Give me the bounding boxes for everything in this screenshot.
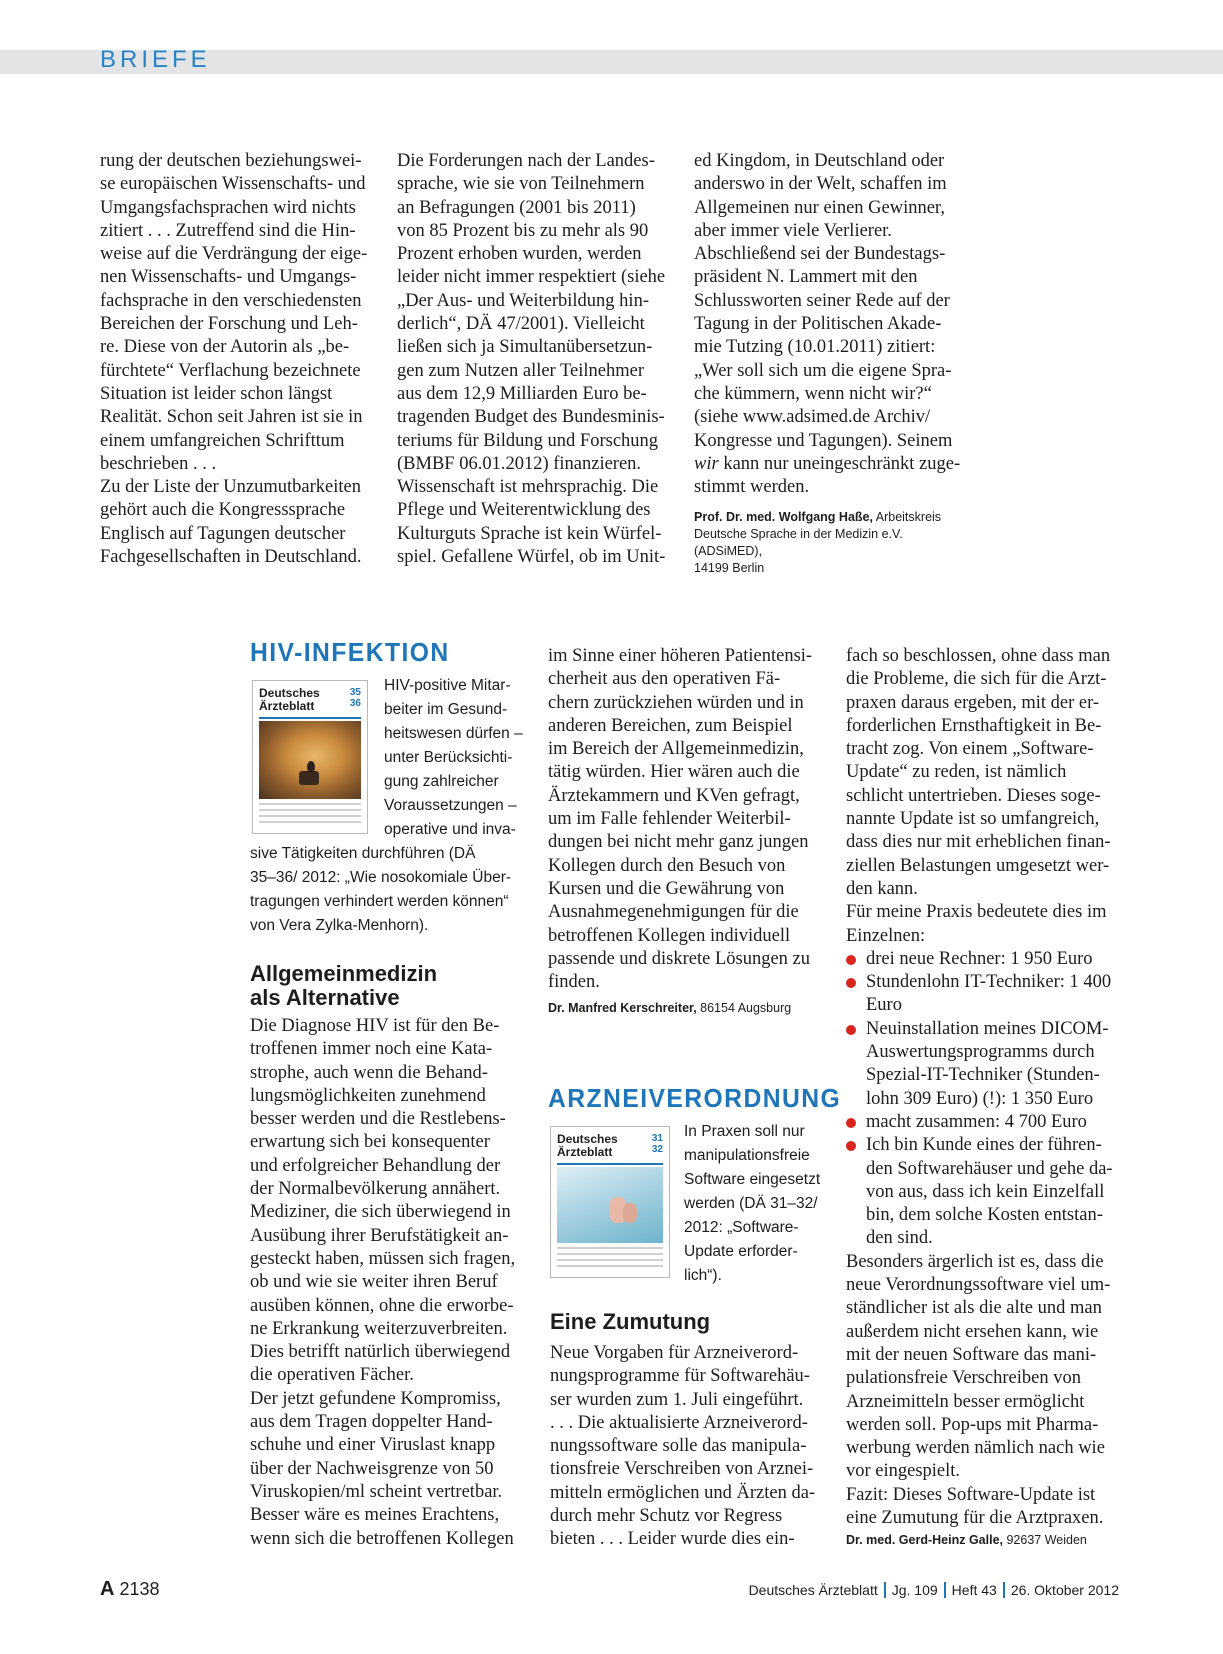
text-line: Besonders ärgerlich ist es, dass die	[846, 1251, 1104, 1272]
text-line: tragenden Budget des Bundesminis-	[397, 407, 665, 428]
top-letter-col1	[100, 150, 370, 569]
text-line: werden (DÄ 31–32/	[684, 1195, 818, 1212]
text-line: Software eingesetzt	[684, 1171, 821, 1188]
text-line: sive Tätigkeiten durchführen (DÄ	[250, 845, 476, 862]
text-line: um im Falle fehlender Weiterbil-	[548, 809, 791, 830]
text-line: betroffenen Kollegen individuell	[548, 925, 791, 946]
text-line: werden soll. Pop-ups mit Pharma-	[846, 1414, 1099, 1435]
text-line: Die Diagnose HIV ist für den Be-	[250, 1016, 500, 1036]
arznei-body-col2	[846, 645, 1136, 1549]
cost-bullet-item	[866, 971, 1136, 1018]
text-line: sprache, wie sie von Teilnehmern	[397, 174, 645, 195]
text-line: von aus, dass ich kein Einzelfall	[866, 1181, 1105, 1202]
text-line: tracht zog. Von einem „Software-	[846, 739, 1094, 760]
text-line: Besser wäre es meines Erachtens,	[250, 1505, 500, 1526]
text-line: tragungen verhindert werden können“	[250, 893, 509, 910]
text-line: ser wurden zum 1. Juli eingeführt.	[550, 1389, 804, 1410]
text-line: In Praxen soll nur	[684, 1123, 805, 1140]
cost-bullet-list	[846, 948, 1136, 1251]
text-line: heitswesen dürfen –	[384, 725, 523, 742]
text-line: aus dem 12,9 Milliarden Euro be-	[397, 383, 647, 404]
text-line: (BMBF 06.01.2012) finanzieren.	[397, 453, 642, 474]
text-line: ließen sich ja Simultanübersetzun-	[397, 337, 653, 358]
text-line: erwartung sich bei konsequenter	[250, 1132, 490, 1153]
text-line: unter Berücksichti-	[384, 749, 513, 766]
text-line: Fazit: Dieses Software-Update ist	[846, 1484, 1096, 1505]
text-line: weise auf die Verdrängung der eige-	[100, 244, 368, 265]
text-line: Der jetzt gefundene Kompromiss,	[250, 1388, 501, 1409]
text-line: schuhe und einer Viruslast knapp	[250, 1435, 496, 1456]
cover-masthead: Deutsches Ärzteblatt	[557, 1132, 618, 1159]
arznei-body-col1	[550, 1342, 830, 1552]
text-line: den sind.	[866, 1228, 933, 1249]
text-line: Kollegen durch den Besuch von	[548, 855, 786, 876]
hiv-intro-full	[250, 842, 530, 938]
cover-masthead: Deutsches Ärzteblatt	[259, 686, 320, 713]
text-line: gehört auch die Kongresssprache	[100, 500, 346, 521]
bullet-dot-icon	[846, 955, 856, 965]
text-line: nungsprogramme für Softwarehäu-	[550, 1366, 810, 1387]
text-line: gesteckt haben, müssen sich fragen,	[250, 1248, 516, 1269]
text-line: Einzelnen:	[846, 925, 926, 946]
subhead-eine-zumutung: Eine Zumutung	[550, 1309, 711, 1334]
text-line: Auswertungsprogramms durch	[866, 1042, 1095, 1063]
text-line: von Vera Zylka-Menhorn).	[250, 917, 429, 934]
cost-bullet-item	[866, 948, 1136, 971]
text-line: forderlichen Ernsthaftigkeit in Be-	[846, 715, 1102, 736]
text-line: Realität. Schon seit Jahren ist sie in	[100, 407, 363, 428]
section-head-arznei: ARZNEIVERORDNUNG	[548, 1083, 842, 1113]
text-line: dungen bei nicht mehr ganz jungen	[548, 832, 809, 853]
text-line: lohn 309 Euro) (!): 1 350 Euro	[866, 1088, 1094, 1109]
text-line: anderswo in der Welt, schaffen im	[694, 174, 947, 195]
text-line: Ärztekammern und KVen gefragt,	[548, 785, 800, 806]
text-line: „Wer soll sich um die eigene Spra-	[694, 360, 952, 381]
text-line: HIV-positive Mitar-	[384, 677, 511, 694]
text-line: Ausnahmegenehmigungen für die	[548, 902, 799, 923]
text-line: Bereichen der Forschung und Leh-	[100, 314, 358, 335]
text-line: ziellen Belastungen umgesetzt wer-	[846, 855, 1110, 876]
text-line: Abschließend sei der Bundestags-	[694, 244, 946, 265]
text-line: wenn sich die betroffenen Kollegen	[250, 1528, 514, 1549]
text-line: ob und wie sie weiter ihren Beruf	[250, 1272, 498, 1293]
text-line: stimmt werden.	[694, 477, 810, 498]
text-line: drei neue Rechner: 1 950 Euro	[866, 948, 1136, 971]
text-line: anderen Bereichen, zum Beispiel	[548, 715, 793, 736]
signature-kerschreiter: Dr. Manfred Kerschreiter, 86154 Augsburg	[548, 1001, 792, 1016]
text-line: durch mehr Schutz vor Regress	[550, 1506, 783, 1527]
text-line: lich“).	[684, 1267, 722, 1284]
text-line: leider nicht immer respektiert (siehe	[397, 267, 666, 288]
text-line: finden.	[548, 972, 600, 993]
text-line: Situation ist leider schon längst	[100, 383, 333, 404]
text-line: pulationsfreie Verschreiben von	[846, 1368, 1081, 1389]
text-line: Ausübung ihrer Berufstätigkeit an-	[250, 1225, 509, 1246]
hiv-body-col1	[250, 1015, 530, 1551]
text-line: Neue Vorgaben für Arzneiverord-	[550, 1343, 799, 1363]
cost-bullet-item	[866, 1018, 1136, 1111]
text-line: Viruskopien/ml scheint vertretbar.	[250, 1481, 503, 1502]
text-line: Prozent erhoben wurden, werden	[397, 244, 642, 265]
text-line: Tagung in der Politischen Akade-	[694, 314, 942, 335]
text-line: „Der Aus- und Weiterbildung hin-	[397, 290, 649, 311]
text-line: einem umfangreichen Schrifttum	[100, 430, 345, 451]
text-line: mit der neuen Software das mani-	[846, 1344, 1097, 1365]
text-line: nannte Update ist so umfangreich,	[846, 809, 1100, 830]
text-line: von 85 Prozent bis zu mehr als 90	[397, 220, 649, 241]
text-line: werbung werden nämlich nach wie	[846, 1438, 1105, 1459]
text-line: rung der deutschen beziehungswei-	[100, 151, 362, 171]
text-line: 2012: „Software-	[684, 1219, 799, 1236]
text-line: dass dies nur mit erheblichen finan-	[846, 832, 1111, 853]
text-line: den kann.	[846, 878, 918, 899]
text-line: Mediziner, die sich überwiegend in	[250, 1202, 511, 1223]
text-line: macht zusammen: 4 700 Euro	[866, 1111, 1136, 1134]
text-line: vor eingespielt.	[846, 1461, 961, 1482]
text-line: se europäischen Wissenschafts- und	[100, 174, 366, 195]
text-line: ne Erkrankung weiterzuverbreiten.	[250, 1318, 508, 1339]
text-line: strophe, auch wenn die Behand-	[250, 1062, 488, 1083]
text-line: fach so beschlossen, ohne dass man	[846, 646, 1111, 666]
text-line: ausüben können, ohne die erworbe-	[250, 1295, 514, 1316]
text-line: Kongresse und Tagungen). Seinem	[694, 430, 953, 451]
text-line: derlich“, DÄ 47/2001). Vielleicht	[397, 314, 645, 335]
top-letter-col3	[694, 150, 964, 577]
text-line: re. Diese von der Autorin als „be-	[100, 337, 350, 358]
bullet-dot-icon	[846, 1118, 856, 1128]
text-line: Für meine Praxis bedeutete dies im	[846, 902, 1107, 923]
text-line: praxen daraus ergeben, mit der er-	[846, 692, 1100, 713]
text-line: beiter im Gesund-	[384, 701, 508, 718]
text-line: passende und diskrete Lösungen zu	[548, 948, 811, 969]
text-line: den Softwarehäuser und gehe da-	[866, 1158, 1113, 1179]
text-line: eine Zumutung für die Arztpraxen.	[846, 1507, 1104, 1528]
text-line: Die Forderungen nach der Landes-	[397, 151, 655, 171]
text-line: Update“ zu reden, ist nämlich	[846, 762, 1067, 783]
text-line: nungssoftware solle das manipula-	[550, 1436, 807, 1457]
text-line: besser werden und die Restlebens-	[250, 1109, 506, 1130]
text-line: und erfolgreicher Behandlung der	[250, 1155, 501, 1176]
signature-hasse: Prof. Dr. med. Wolfgang Haße, Arbeitskreis Deutsche Sprache in der Medizin e.V. (ADSiMED), 14199 Berlin	[694, 510, 942, 576]
text-line: operative und inva-	[384, 821, 516, 838]
text-line: manipulationsfreie	[684, 1147, 810, 1164]
cover-issue-number: 31 32	[651, 1133, 663, 1155]
section-head-hiv: HIV-INFEKTION	[250, 637, 450, 667]
text-line: lungsmöglichkeiten zunehmend	[250, 1085, 486, 1106]
journal-footer: Deutsches Ärzteblatt Jg. 109 Heft 43 26. Oktober 2012	[748, 1582, 1119, 1598]
text-line: Kursen und die Gewährung von	[548, 878, 785, 899]
text-line: außerdem nicht ersehen kann, wie	[846, 1321, 1099, 1342]
hiv-body-col2	[548, 645, 828, 1017]
top-letter-col2	[397, 150, 667, 569]
text-line: mitteln ermöglichen und Ärzten da-	[550, 1482, 816, 1503]
cover-image-arznei	[550, 1126, 670, 1278]
text-line: Wissenschaft ist mehrsprachig. Die	[397, 477, 659, 498]
text-line: Schlussworten seiner Rede auf der	[694, 290, 950, 311]
text-line: neue Verordnungssoftware viel um-	[846, 1275, 1111, 1296]
text-line: Umgangsfachsprachen wird nichts	[100, 197, 356, 218]
hiv-intro-beside	[384, 674, 524, 842]
text-line: zitiert . . . Zutreffend sind die Hin-	[100, 220, 356, 241]
text-line: über der Nachweisgrenze von 50	[250, 1458, 494, 1479]
text-line: . . . Die aktualisierte Arzneiverord-	[550, 1412, 808, 1433]
text-line: spiel. Gefallene Würfel, ob im Unit-	[397, 547, 666, 568]
arznei-intro-beside	[684, 1120, 824, 1288]
text-line: Voraussetzungen –	[384, 797, 517, 814]
text-line: aber immer viele Verlierer.	[694, 220, 892, 241]
cost-bullet-item	[866, 1134, 1136, 1250]
text-line: die operativen Fächer.	[250, 1365, 414, 1386]
text-line: aus dem Tragen doppelter Hand-	[250, 1412, 493, 1433]
text-line: 35–36/ 2012: „Wie nosokomiale Über-	[250, 869, 512, 886]
text-line: Allgemeinen nur einen Gewinner,	[694, 197, 945, 218]
text-line: wir kann nur uneingeschränkt zuge-	[694, 453, 961, 474]
text-line: Ich bin Kunde eines der führen-	[866, 1134, 1136, 1157]
text-line: Zu der Liste der Unzumutbarkeiten	[100, 477, 361, 498]
text-line: fachsprache in den verschiedensten	[100, 290, 362, 311]
text-line: gen zum Nutzen aller Teilnehmer	[397, 360, 644, 381]
text-line: schlicht untertrieben. Dieses soge-	[846, 785, 1101, 806]
cover-issue-number: 35 36	[349, 687, 361, 709]
text-line: präsident N. Lammert mit den	[694, 267, 918, 288]
text-line: der Normalbevölkerung annähert.	[250, 1179, 501, 1200]
text-line: teriums für Bildung und Forschung	[397, 430, 659, 451]
text-line: Dies betrifft natürlich überwiegend	[250, 1342, 511, 1363]
text-line: an Befragungen (2001 bis 2011)	[397, 197, 636, 218]
text-line: Stundenlohn IT-Techniker: 1 400	[866, 971, 1136, 994]
text-line: chern zurückziehen würden und in	[548, 692, 804, 713]
text-line: tionsfreie Verschreiben von Arznei-	[550, 1459, 814, 1480]
text-line: im Bereich der Allgemeinmedizin,	[548, 739, 804, 760]
text-line: Fachgesellschaften in Deutschland.	[100, 547, 362, 568]
text-line: bieten . . . Leider wurde dies ein-	[550, 1529, 795, 1550]
text-line: mie Tutzing (10.01.2011) zitiert:	[694, 337, 936, 358]
text-line: (siehe www.adsimed.de Archiv/	[694, 407, 931, 428]
text-line: cherheit aus den operativen Fä-	[548, 669, 781, 690]
text-line: troffenen immer noch eine Kata-	[250, 1039, 493, 1060]
text-line: che kümmern, wenn nicht wir?“	[694, 383, 932, 404]
bullet-dot-icon	[846, 1025, 856, 1035]
page-number: A 2138	[100, 1578, 160, 1600]
signature-galle: Dr. med. Gerd-Heinz Galle, 92637 Weiden	[846, 1533, 1087, 1548]
text-line: im Sinne einer höheren Patientensi-	[548, 646, 813, 666]
text-line: Arzneimitteln besser ermöglicht	[846, 1391, 1085, 1412]
text-line: Euro	[866, 995, 902, 1016]
text-line: Englisch auf Tagungen deutscher	[100, 523, 346, 544]
text-line: Kulturguts Sprache ist kein Würfel-	[397, 523, 662, 544]
section-title-briefe: BRIEFE	[100, 46, 211, 73]
bullet-dot-icon	[846, 978, 856, 988]
text-line: gung zahlreicher	[384, 773, 499, 790]
text-line: bin, dem solche Kosten entstan-	[866, 1205, 1103, 1226]
text-line: Pflege und Weiterentwicklung des	[397, 500, 651, 521]
text-line: ständlicher ist als die alte und man	[846, 1298, 1102, 1319]
cost-bullet-item	[866, 1111, 1136, 1134]
cover-image-hiv	[252, 680, 368, 834]
text-line: beschrieben . . .	[100, 453, 217, 474]
text-line: Update erforder-	[684, 1243, 798, 1260]
text-line: die Probleme, die sich für die Arzt-	[846, 669, 1107, 690]
text-line: nen Wissenschafts- und Umgangs-	[100, 267, 357, 288]
text-line: fürchtete“ Verflachung bezeichnete	[100, 360, 361, 381]
text-line: Neuinstallation meines DICOM-	[866, 1018, 1136, 1041]
text-line: Spezial-IT-Techniker (Stunden-	[866, 1065, 1100, 1086]
subhead-allgemeinmedizin: Allgemeinmedizin als Alternative	[250, 961, 438, 1010]
text-line: tätig würden. Hier wären auch die	[548, 762, 800, 783]
text-line: ed Kingdom, in Deutschland oder	[694, 151, 945, 171]
bullet-dot-icon	[846, 1141, 856, 1151]
